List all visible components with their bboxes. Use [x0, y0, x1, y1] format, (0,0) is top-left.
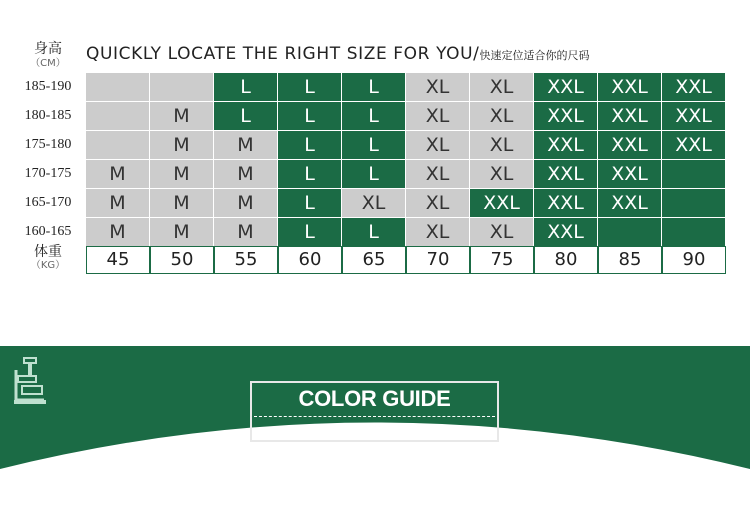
height-unit: （CM） [30, 58, 66, 69]
height-range-label: 160-165 [24, 224, 72, 239]
size-cell: M [214, 131, 277, 159]
size-cell: M [86, 189, 149, 217]
size-cell: XXL [598, 102, 661, 130]
size-cell: XXL [534, 160, 597, 188]
size-cell [86, 102, 149, 130]
size-cell: XXL [598, 160, 661, 188]
size-cell: L [342, 131, 405, 159]
size-cell: XL [470, 131, 533, 159]
size-cell [86, 73, 149, 101]
height-range-label: 175-180 [24, 137, 72, 152]
size-cell: M [150, 189, 213, 217]
size-cell: M [214, 189, 277, 217]
clamp-logo-icon [10, 356, 50, 408]
weight-cell: 80 [534, 246, 598, 274]
size-cell: XXL [470, 189, 533, 217]
size-cell: XXL [534, 131, 597, 159]
size-cell: XXL [534, 189, 597, 217]
size-cell: M [86, 218, 149, 246]
size-cell: XXL [598, 189, 661, 217]
size-cell: L [278, 131, 341, 159]
height-range-label: 165-170 [24, 195, 72, 210]
size-cell: M [86, 160, 149, 188]
weight-cell: 45 [86, 246, 150, 274]
size-cell [662, 218, 725, 246]
color-guide-subtitle: 潮色，怎能单一 [332, 425, 417, 439]
size-cell [86, 131, 149, 159]
size-cell: XL [406, 160, 469, 188]
color-guide-divider [254, 416, 495, 417]
weight-cell: 60 [278, 246, 342, 274]
size-cell: XXL [534, 218, 597, 246]
size-cell: XXL [598, 73, 661, 101]
size-cell: L [278, 218, 341, 246]
color-guide-title: COLOR GUIDE [298, 386, 451, 411]
size-cell: L [278, 73, 341, 101]
size-cell: L [214, 102, 277, 130]
size-cell: XL [470, 73, 533, 101]
weight-cell: 75 [470, 246, 534, 274]
size-cell: L [278, 160, 341, 188]
title-chinese: 快速定位适合你的尺码 [479, 49, 590, 62]
size-cell: M [150, 131, 213, 159]
size-cell: XL [406, 102, 469, 130]
height-header: 身高 [34, 41, 62, 57]
size-cell: XXL [662, 73, 725, 101]
size-cell: XL [406, 131, 469, 159]
weight-cell: 50 [150, 246, 214, 274]
title-english: QUICKLY LOCATE THE RIGHT SIZE FOR YOU/ [86, 44, 480, 64]
weight-cell: 85 [598, 246, 662, 274]
size-cell: L [342, 218, 405, 246]
weight-header [16, 244, 80, 272]
size-cell: L [342, 73, 405, 101]
size-cell: L [278, 102, 341, 130]
size-cell: XL [406, 73, 469, 101]
size-cell: M [150, 218, 213, 246]
size-cell: XL [470, 102, 533, 130]
size-cell: XL [470, 160, 533, 188]
size-cell: XL [342, 189, 405, 217]
size-cell: L [342, 102, 405, 130]
size-cell: XL [470, 218, 533, 246]
height-range-label: 170-175 [24, 166, 72, 181]
weight-unit: （KG） [30, 260, 66, 271]
size-cell: L [342, 160, 405, 188]
size-cell: M [214, 218, 277, 246]
size-cell: XXL [534, 73, 597, 101]
size-cell [662, 160, 725, 188]
size-cell: XL [406, 189, 469, 217]
size-cell [662, 189, 725, 217]
size-cell: L [278, 189, 341, 217]
weight-cell: 65 [342, 246, 406, 274]
size-cell: XXL [534, 102, 597, 130]
height-range-label: 180-185 [24, 108, 72, 123]
size-cell [598, 218, 661, 246]
size-cell: XXL [662, 131, 725, 159]
size-cell: XXL [598, 131, 661, 159]
size-cell: XL [406, 218, 469, 246]
size-cell: M [150, 160, 213, 188]
page-title [86, 44, 589, 64]
size-cell: XXL [662, 102, 725, 130]
weight-cell: 55 [214, 246, 278, 274]
weight-cell: 90 [662, 246, 726, 274]
height-range-label: 185-190 [24, 79, 72, 94]
size-cell: M [150, 102, 213, 130]
size-cell: M [214, 160, 277, 188]
size-cell [150, 73, 213, 101]
weight-label: 体重 [34, 244, 62, 260]
size-cell: L [214, 73, 277, 101]
weight-cell: 70 [406, 246, 470, 274]
